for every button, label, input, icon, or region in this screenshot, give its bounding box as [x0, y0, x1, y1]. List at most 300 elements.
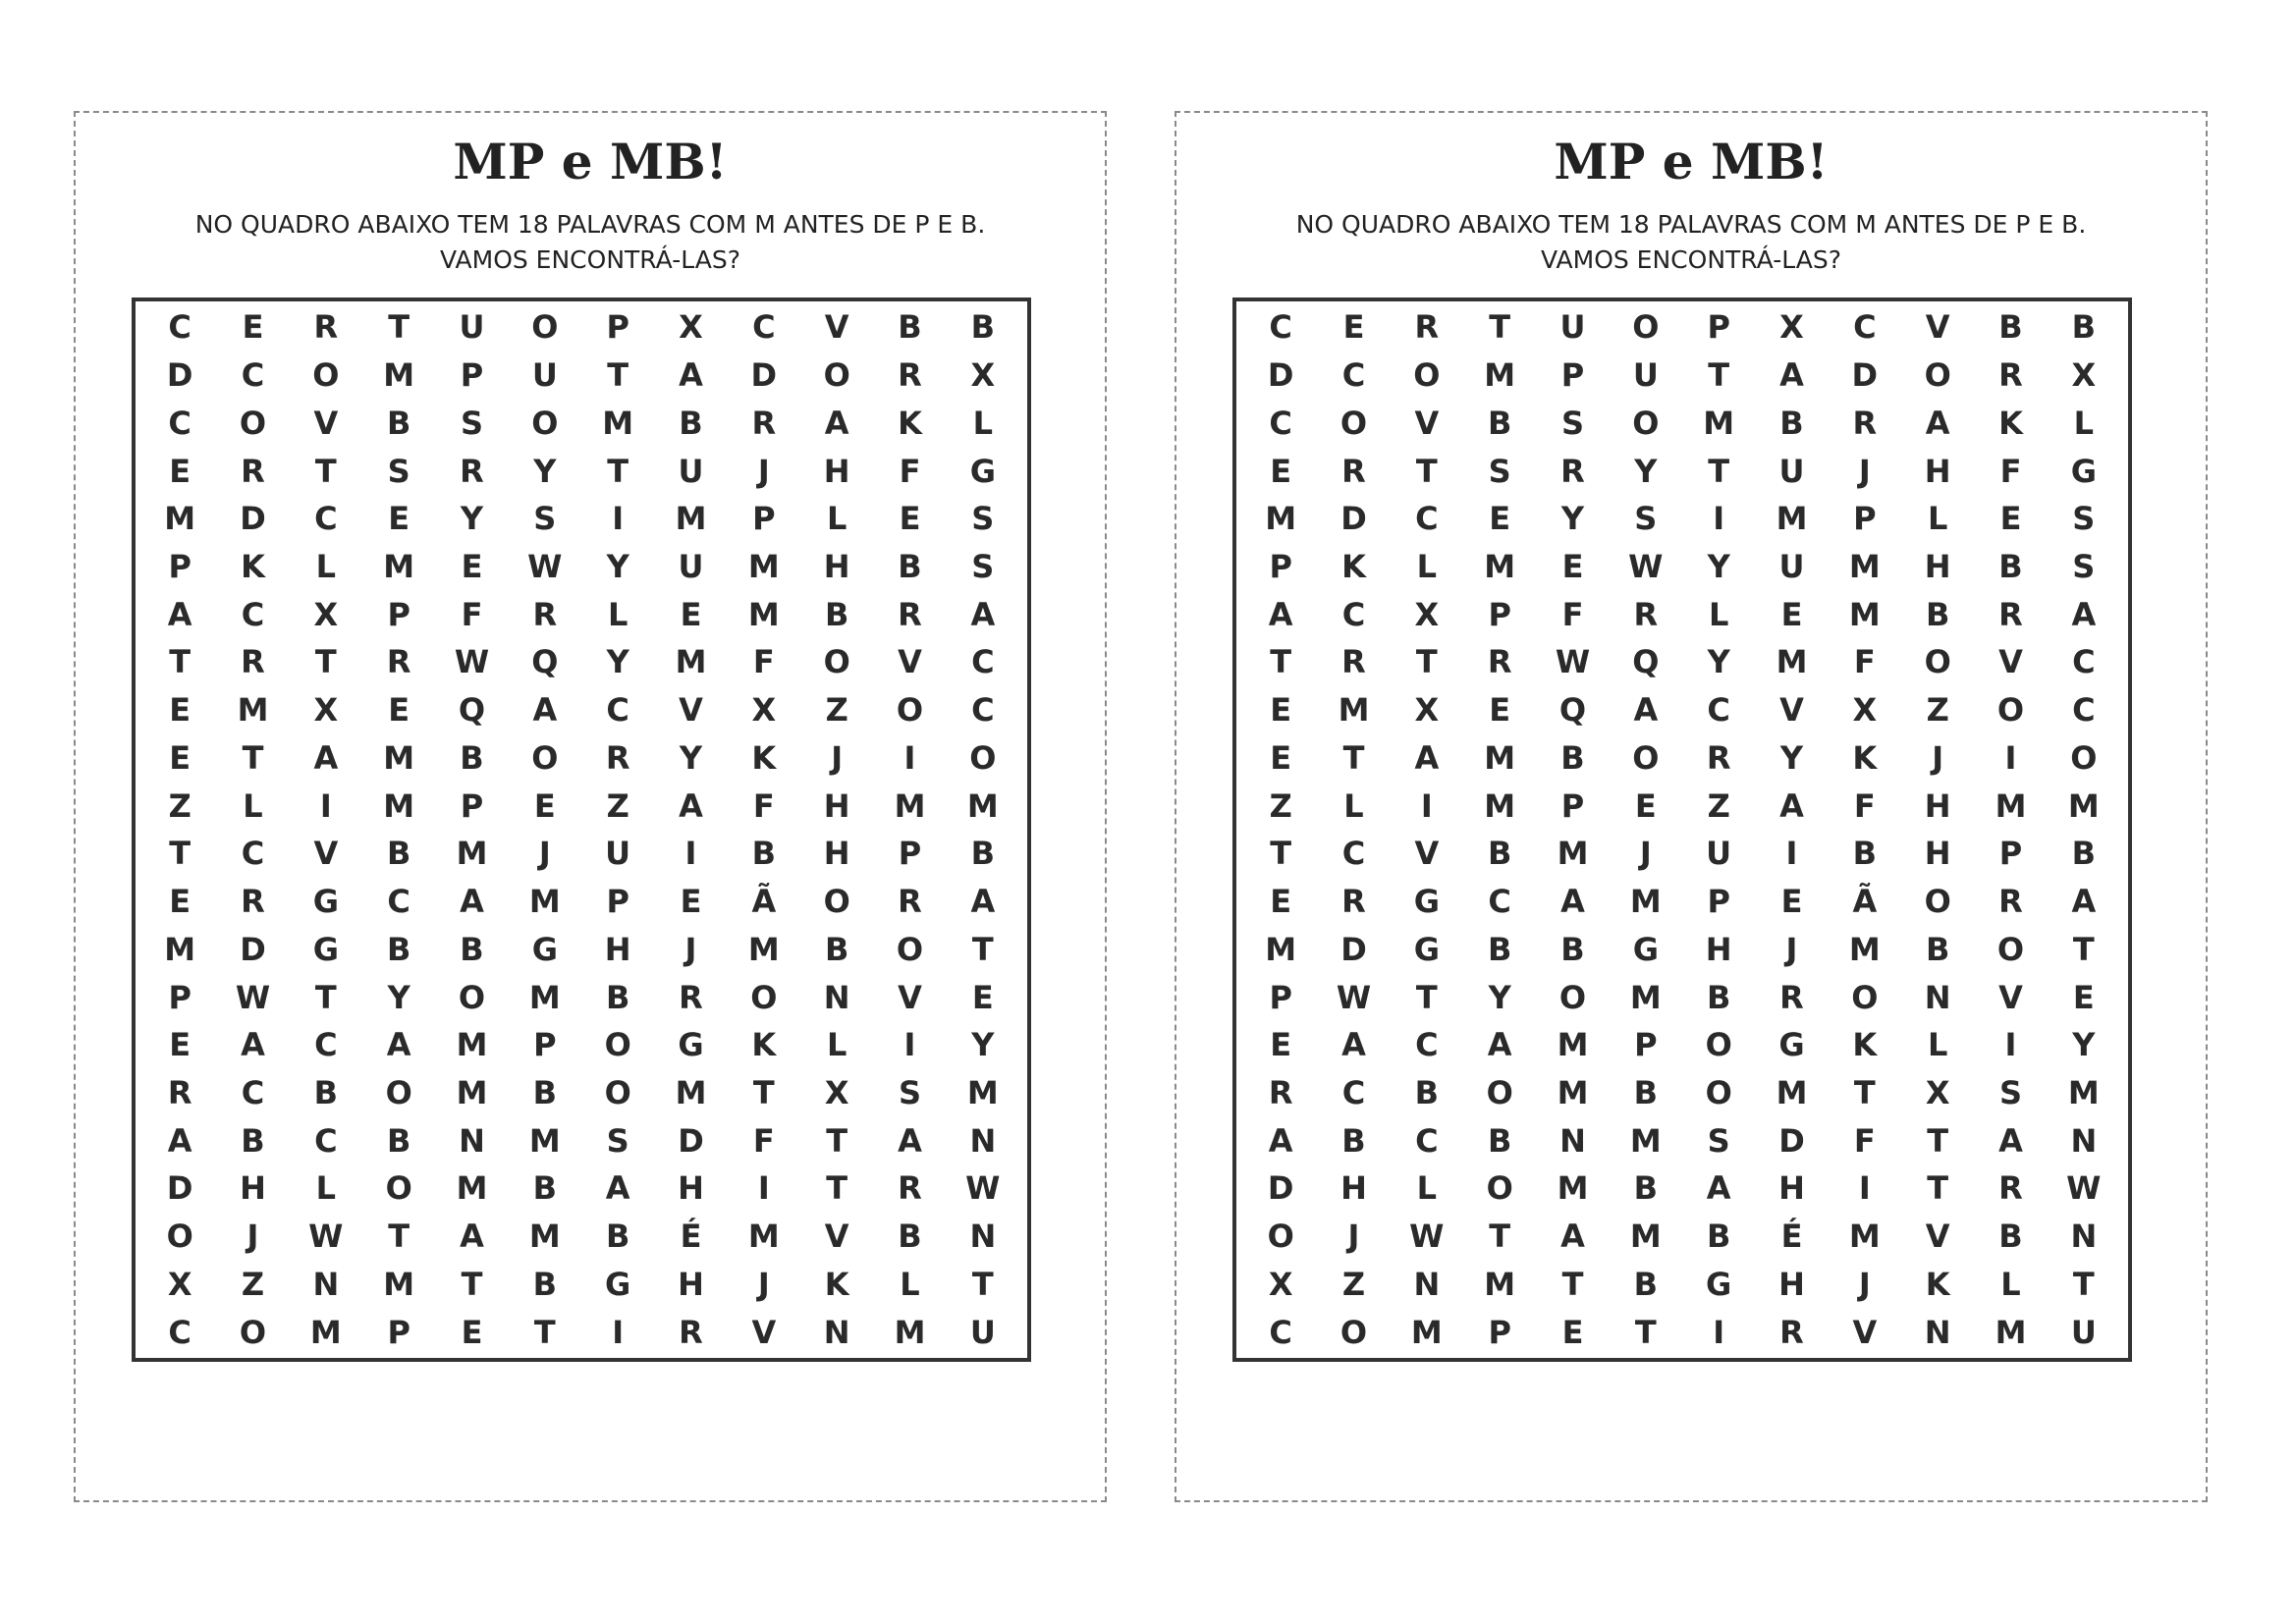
instructions-line-1: NO QUADRO ABAIXO TEM 18 PALAVRAS COM M ANTES DE P E B.: [194, 210, 986, 239]
grid-letter: R: [1414, 308, 1440, 347]
grid-letter: O: [969, 738, 997, 777]
grid-letter: B: [460, 930, 484, 968]
grid-letter: E: [1634, 786, 1657, 825]
grid-letter: T: [242, 738, 264, 777]
grid-letter: M: [1410, 1313, 1443, 1351]
grid-letter: F: [1853, 1121, 1876, 1160]
grid-letter: O: [239, 404, 267, 442]
grid-letter: T: [971, 1265, 994, 1303]
grid-letter: M: [894, 1313, 926, 1351]
grid-letter: M: [1848, 1218, 1881, 1256]
grid-letter: D: [1778, 1121, 1805, 1160]
grid-letter: T: [314, 978, 337, 1016]
grid-letter: B: [1487, 930, 1512, 968]
grid-letter: K: [1925, 1265, 1950, 1303]
grid-letter: T: [314, 643, 337, 681]
grid-letter: R: [605, 738, 630, 777]
grid-letter: T: [826, 1169, 848, 1208]
grid-letter: H: [823, 547, 850, 585]
instructions-line-2: VAMOS ENCONTRÁ-LAS?: [1541, 245, 1841, 274]
grid-letter: C: [1341, 595, 1366, 633]
grid-letter: V: [313, 835, 339, 873]
grid-letter: M: [1265, 500, 1297, 538]
grid-letter: O: [896, 930, 924, 968]
grid-letter: P: [1853, 500, 1877, 538]
grid-letter: A: [970, 883, 996, 921]
grid-letter: Y: [679, 738, 703, 777]
grid-letter: T: [1708, 356, 1730, 395]
grid-letter: N: [823, 978, 850, 1016]
grid-letter: M: [164, 500, 196, 538]
grid-letter: C: [1341, 356, 1366, 395]
grid-letter: O: [1486, 1073, 1513, 1111]
grid-letter: X: [1414, 595, 1440, 633]
grid-letter: A: [2071, 883, 2097, 921]
grid-letter: H: [1924, 547, 1951, 585]
grid-letter: L: [900, 1265, 920, 1303]
grid-letter: P: [1560, 786, 1585, 825]
grid-letter: E: [680, 883, 702, 921]
grid-letter: C: [971, 691, 995, 730]
grid-letter: F: [1561, 595, 1584, 633]
grid-letter: B: [1779, 404, 1804, 442]
grid-letter: R: [313, 308, 339, 347]
grid-letter: E: [1270, 1026, 1292, 1064]
grid-letter: Z: [825, 691, 848, 730]
grid-letter: X: [751, 691, 777, 730]
grid-letter: M: [602, 404, 634, 442]
grid-letter: A: [167, 1121, 192, 1160]
grid-letter: S: [898, 1073, 922, 1111]
grid-letter: J: [246, 1218, 259, 1256]
grid-letter: C: [2072, 691, 2096, 730]
grid-letter: A: [386, 1026, 411, 1064]
grid-letter: J: [1932, 738, 1944, 777]
grid-letter: C: [314, 1121, 338, 1160]
grid-letter: M: [309, 1313, 342, 1351]
grid-letter: A: [1925, 404, 1950, 442]
grid-letter: A: [460, 883, 484, 921]
grid-letter: H: [1924, 452, 1951, 490]
grid-letter: S: [971, 547, 995, 585]
grid-letter: V: [1998, 978, 2023, 1016]
grid-letter: M: [456, 1073, 488, 1111]
grid-letter: Y: [1707, 643, 1730, 681]
grid-letter: F: [752, 643, 775, 681]
grid-letter: R: [1341, 883, 1366, 921]
grid-letter: U: [605, 835, 631, 873]
grid-letter: G: [678, 1026, 704, 1064]
grid-letter: P: [460, 356, 484, 395]
grid-letter: R: [679, 978, 703, 1016]
grid-letter: P: [387, 595, 410, 633]
grid-letter: Y: [1488, 978, 1511, 1016]
grid-letter: T: [1415, 643, 1438, 681]
grid-letter: M: [1848, 595, 1881, 633]
grid-letter: J: [1858, 452, 1871, 490]
grid-letter: I: [612, 1313, 625, 1351]
grid-letter: R: [1998, 1169, 2023, 1208]
grid-letter: V: [751, 1313, 777, 1351]
grid-letter: B: [1487, 404, 1512, 442]
grid-letter: K: [751, 738, 777, 777]
grid-letter: Q: [1632, 643, 1660, 681]
grid-letter: N: [2070, 1121, 2098, 1160]
grid-letter: V: [679, 691, 703, 730]
grid-letter: M: [747, 547, 780, 585]
grid-letter: B: [386, 1121, 411, 1160]
grid-letter: G: [1413, 883, 1440, 921]
grid-letter: C: [1341, 1073, 1366, 1111]
title-text: MP e MB!: [1554, 133, 1829, 190]
grid-letter: M: [1848, 930, 1881, 968]
grid-letter: C: [1488, 883, 1511, 921]
grid-letter: C: [2072, 643, 2096, 681]
grid-letter: A: [898, 1121, 922, 1160]
grid-letter: B: [532, 1265, 558, 1303]
grid-letter: O: [1996, 930, 2025, 968]
grid-letter: N: [969, 1121, 997, 1160]
grid-letter: M: [1557, 1026, 1589, 1064]
grid-letter: B: [1998, 308, 2023, 347]
grid-letter: K: [1998, 404, 2023, 442]
grid-letter: E: [461, 547, 483, 585]
grid-letter: Q: [458, 691, 486, 730]
grid-letter: O: [1558, 978, 1587, 1016]
grid-letter: D: [1340, 930, 1367, 968]
grid-letter: M: [1484, 1265, 1516, 1303]
grid-letter: O: [823, 883, 850, 921]
grid-letter: L: [315, 547, 337, 585]
grid-letter: B: [1852, 835, 1878, 873]
grid-letter: O: [1267, 1218, 1294, 1256]
grid-letter: E: [388, 500, 410, 538]
grid-letter: R: [679, 1313, 703, 1351]
grid-letter: P: [752, 500, 776, 538]
grid-letter: P: [460, 786, 484, 825]
grid-letter: L: [972, 404, 994, 442]
grid-letter: M: [528, 978, 561, 1016]
grid-letter: Ã: [1852, 883, 1878, 921]
grid-letter: L: [1416, 547, 1438, 585]
grid-letter: W: [1336, 978, 1372, 1016]
grid-letter: B: [605, 978, 630, 1016]
grid-letter: M: [1848, 547, 1881, 585]
grid-letter: L: [2000, 1265, 2021, 1303]
grid-letter: C: [1269, 404, 1292, 442]
grid-letter: M: [1484, 547, 1516, 585]
grid-letter: I: [1858, 1169, 1871, 1208]
grid-letter: E: [1270, 883, 1292, 921]
grid-letter: W: [2066, 1169, 2102, 1208]
grid-letter: O: [1705, 1026, 1732, 1064]
grid-letter: G: [1706, 1265, 1732, 1303]
grid-letter: Y: [606, 547, 629, 585]
grid-letter: B: [751, 835, 777, 873]
grid-letter: T: [2072, 1265, 2095, 1303]
grid-letter: E: [971, 978, 994, 1016]
grid-letter: M: [383, 786, 415, 825]
grid-letter: G: [2070, 452, 2097, 490]
grid-letter: B: [1998, 547, 2023, 585]
grid-letter: E: [169, 883, 191, 921]
grid-letter: U: [459, 308, 485, 347]
grid-letter: G: [312, 930, 339, 968]
word-search-grid: [1232, 298, 2132, 1362]
grid-letter: M: [747, 930, 780, 968]
grid-letter: A: [1560, 1218, 1585, 1256]
grid-letter: U: [1706, 835, 1732, 873]
grid-letter: H: [1778, 1265, 1805, 1303]
grid-letter: E: [242, 308, 264, 347]
grid-letter: K: [1341, 547, 1366, 585]
grid-letter: M: [237, 691, 269, 730]
grid-letter: A: [824, 404, 849, 442]
grid-letter: Z: [1341, 1265, 1366, 1303]
grid-letter: X: [313, 595, 339, 633]
grid-letter: D: [750, 356, 778, 395]
grid-letter: T: [1415, 452, 1438, 490]
grid-letter: O: [531, 308, 559, 347]
grid-letter: K: [241, 547, 265, 585]
grid-letter: I: [2004, 738, 2017, 777]
grid-letter: B: [1487, 1121, 1512, 1160]
grid-letter: J: [684, 930, 697, 968]
grid-letter: C: [1415, 1026, 1439, 1064]
grid-letter: Y: [1560, 500, 1585, 538]
grid-letter: Q: [531, 643, 559, 681]
grid-letter: M: [1995, 1313, 2027, 1351]
grid-letter: D: [166, 1169, 193, 1208]
grid-letter: T: [388, 308, 410, 347]
grid-letter: T: [2072, 930, 2095, 968]
grid-letter: R: [898, 883, 922, 921]
grid-letter: N: [312, 1265, 340, 1303]
word-search-grid: [132, 298, 1031, 1362]
grid-letter: E: [169, 738, 191, 777]
grid-letter: C: [1415, 500, 1439, 538]
grid-letter: C: [314, 1026, 338, 1064]
grid-letter: M: [1629, 978, 1662, 1016]
grid-letter: G: [1778, 1026, 1805, 1064]
grid-letter: M: [966, 1073, 999, 1111]
grid-letter: X: [824, 1073, 849, 1111]
grid-letter: M: [528, 1121, 561, 1160]
grid-letter: E: [388, 691, 410, 730]
grid-letter: Z: [241, 1265, 265, 1303]
grid-letter: G: [1632, 930, 1659, 968]
grid-letter: X: [1779, 308, 1804, 347]
grid-letter: C: [606, 691, 629, 730]
grid-letter: L: [826, 500, 847, 538]
grid-letter: O: [1924, 883, 1951, 921]
grid-letter: C: [1415, 1121, 1439, 1160]
grid-letter: W: [1409, 1218, 1445, 1256]
grid-letter: B: [898, 1218, 922, 1256]
grid-letter: A: [1268, 1121, 1293, 1160]
grid-letter: K: [1852, 1026, 1878, 1064]
grid-letter: H: [604, 930, 631, 968]
grid-letter: A: [1779, 356, 1804, 395]
grid-letter: V: [1414, 404, 1440, 442]
grid-letter: B: [1560, 930, 1585, 968]
grid-letter: Y: [1779, 738, 1804, 777]
grid-letter: A: [313, 738, 339, 777]
grid-letter: D: [240, 930, 266, 968]
grid-letter: W: [1555, 643, 1591, 681]
grid-letter: R: [1779, 1313, 1804, 1351]
grid-letter: H: [678, 1265, 704, 1303]
grid-letter: J: [1785, 930, 1798, 968]
grid-letter: W: [527, 547, 563, 585]
grid-letter: R: [1998, 883, 2023, 921]
grid-letter: S: [533, 500, 557, 538]
grid-letter: B: [2071, 835, 2097, 873]
grid-letter: T: [826, 1121, 848, 1160]
grid-letter: D: [240, 500, 266, 538]
grid-letter: M: [456, 835, 488, 873]
grid-letter: A: [241, 1026, 265, 1064]
grid-letter: V: [1998, 643, 2023, 681]
grid-letter: Y: [971, 1026, 995, 1064]
grid-letter: V: [1925, 308, 1950, 347]
grid-letter: T: [607, 452, 629, 490]
grid-letter: R: [898, 595, 922, 633]
grid-letter: H: [823, 786, 850, 825]
grid-letter: B: [1706, 1218, 1731, 1256]
grid-letter: J: [1347, 1218, 1360, 1256]
grid-letter: U: [1559, 308, 1586, 347]
grid-letter: É: [680, 1218, 702, 1256]
grid-letter: H: [678, 1169, 704, 1208]
grid-letter: E: [169, 1026, 191, 1064]
grid-letter: T: [1270, 643, 1292, 681]
grid-letter: N: [969, 1218, 997, 1256]
grid-letter: R: [241, 452, 265, 490]
grid-letter: T: [752, 1073, 775, 1111]
grid-letter: B: [2071, 308, 2097, 347]
grid-letter: B: [313, 1073, 339, 1111]
grid-letter: M: [1629, 1218, 1662, 1256]
grid-letter: X: [970, 356, 996, 395]
grid-letter: G: [312, 883, 339, 921]
grid-letter: Y: [460, 500, 484, 538]
grid-letter: Y: [387, 978, 410, 1016]
grid-letter: C: [314, 500, 338, 538]
grid-letter: C: [1707, 691, 1730, 730]
grid-letter: B: [1633, 1265, 1659, 1303]
grid-letter: O: [1924, 356, 1951, 395]
grid-letter: O: [896, 691, 924, 730]
grid-letter: A: [532, 691, 558, 730]
grid-letter: P: [1488, 595, 1511, 633]
grid-letter: U: [1778, 547, 1805, 585]
grid-letter: T: [533, 1313, 556, 1351]
grid-letter: B: [532, 1073, 558, 1111]
grid-letter: M: [1557, 835, 1589, 873]
grid-letter: L: [243, 786, 263, 825]
grid-letter: R: [898, 1169, 922, 1208]
grid-letter: G: [605, 1265, 631, 1303]
grid-letter: O: [239, 1313, 267, 1351]
grid-letter: S: [971, 500, 995, 538]
instructions: [76, 207, 1105, 278]
grid-letter: X: [167, 1265, 192, 1303]
grid-letter: T: [1927, 1121, 1949, 1160]
grid-letter: B: [970, 835, 996, 873]
grid-letter: E: [461, 1313, 483, 1351]
grid-letter: E: [2072, 978, 2095, 1016]
grid-letter: C: [168, 404, 191, 442]
grid-letter: B: [386, 835, 411, 873]
grid-letter: U: [1778, 452, 1805, 490]
grid-letter: A: [1341, 1026, 1366, 1064]
grid-letter: E: [1780, 595, 1803, 633]
grid-letter: M: [675, 643, 707, 681]
grid-letter: P: [1269, 978, 1292, 1016]
grid-letter: E: [1561, 547, 1584, 585]
grid-letter: R: [751, 404, 777, 442]
grid-letter: D: [1267, 1169, 1294, 1208]
grid-letter: D: [1340, 500, 1367, 538]
grid-letter: H: [240, 1169, 266, 1208]
grid-letter: T: [388, 1218, 410, 1256]
grid-letter: W: [454, 643, 490, 681]
grid-letter: C: [1269, 308, 1292, 347]
grid-letter: A: [1706, 1169, 1731, 1208]
grid-letter: S: [460, 404, 484, 442]
grid-letter: R: [1779, 978, 1804, 1016]
grid-letter: B: [532, 1169, 558, 1208]
grid-letter: S: [1634, 500, 1658, 538]
grid-letter: L: [1708, 595, 1729, 633]
grid-letter: R: [1560, 452, 1585, 490]
grid-letter: C: [241, 356, 265, 395]
grid-letter: R: [241, 643, 265, 681]
grid-letter: X: [1414, 691, 1440, 730]
grid-letter: S: [606, 1121, 629, 1160]
grid-letter: E: [1489, 691, 1511, 730]
grid-letter: T: [1853, 1073, 1876, 1111]
grid-letter: T: [1927, 1169, 1949, 1208]
grid-letter: O: [1632, 404, 1660, 442]
grid-letter: N: [459, 1121, 485, 1160]
grid-letter: W: [965, 1169, 1001, 1208]
grid-letter: O: [750, 978, 778, 1016]
grid-letter: V: [824, 308, 849, 347]
grid-letter: B: [679, 404, 703, 442]
grid-letter: A: [167, 595, 192, 633]
grid-letter: T: [461, 1265, 483, 1303]
grid-letter: U: [2070, 1313, 2097, 1351]
grid-letter: E: [680, 595, 702, 633]
grid-letter: C: [387, 883, 410, 921]
grid-letter: M: [164, 930, 196, 968]
grid-letter: O: [385, 1073, 412, 1111]
grid-letter: V: [1414, 835, 1440, 873]
grid-letter: P: [533, 1026, 557, 1064]
grid-letter: T: [1415, 978, 1438, 1016]
grid-letter: E: [169, 452, 191, 490]
instructions-line-1: NO QUADRO ABAIXO TEM 18 PALAVRAS COM M ANTES DE P E B.: [1295, 210, 2087, 239]
grid-letter: C: [168, 1313, 191, 1351]
grid-letter: A: [605, 1169, 630, 1208]
grid-letter: I: [1713, 1313, 1725, 1351]
grid-letter: I: [1785, 835, 1798, 873]
grid-letter: F: [752, 786, 775, 825]
grid-letter: A: [2071, 595, 2097, 633]
grid-letter: W: [308, 1218, 344, 1256]
